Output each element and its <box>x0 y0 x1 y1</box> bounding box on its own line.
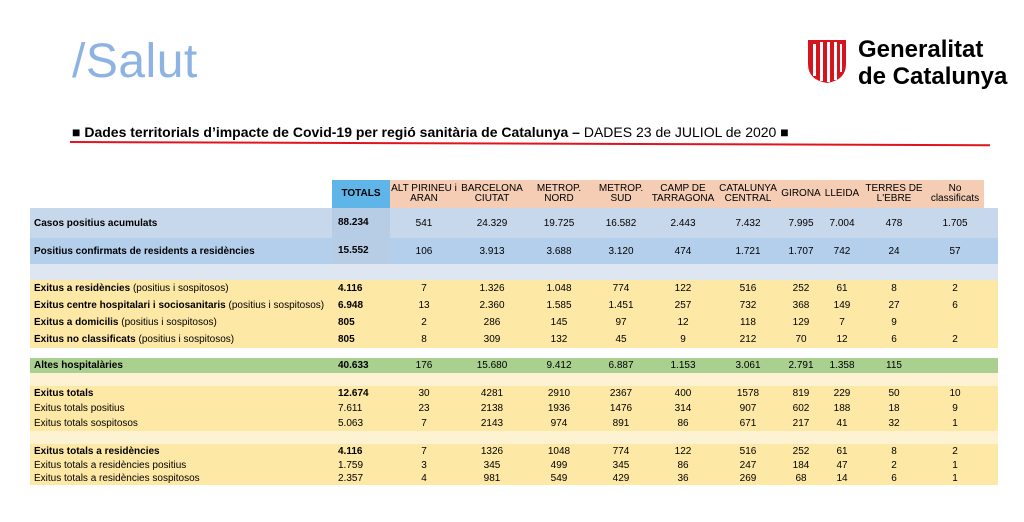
generalitat-name <box>858 36 1007 90</box>
region-value: 2 <box>891 460 897 471</box>
row-label-note: (positius i sospitosos) <box>130 283 229 294</box>
row-label <box>30 460 332 471</box>
region-value: 269 <box>739 473 757 484</box>
region-value: 12 <box>836 334 848 345</box>
row-label <box>30 218 332 229</box>
table-row <box>30 416 998 431</box>
region-value: 981 <box>483 473 501 484</box>
region-value: 145 <box>550 317 568 328</box>
header-total: TOTALS <box>332 180 390 208</box>
region-value: 106 <box>415 245 433 257</box>
region-value: 2138 <box>480 403 504 414</box>
region-value: 8 <box>891 283 897 294</box>
header-region: BARCELONA CIUTAT <box>458 180 526 208</box>
region-value: 1.048 <box>546 283 572 294</box>
region-value: 3.061 <box>735 360 761 371</box>
row-label <box>30 403 332 414</box>
title-text: ■ Dades territorials d’impacte de Covid-19 per regió sanitària de Catalunya – <box>72 124 580 140</box>
region-value: 6 <box>891 334 897 345</box>
region-value: 742 <box>833 245 851 257</box>
header-region: CAMP DE TARRAGONA <box>650 180 716 208</box>
region-value: 176 <box>415 360 433 371</box>
title-end: ■ <box>776 124 789 140</box>
table-body <box>30 208 998 485</box>
region-value: 97 <box>615 317 627 328</box>
region-value: 671 <box>739 418 757 429</box>
region-value: 2 <box>952 334 958 345</box>
region-value: 345 <box>612 460 630 471</box>
region-value: 61 <box>836 446 848 457</box>
page-title <box>72 124 789 140</box>
region-value: 7.995 <box>788 217 814 229</box>
region-value: 24 <box>888 245 900 257</box>
region-value: 61 <box>836 283 848 294</box>
table-row <box>30 459 998 472</box>
region-value: 36 <box>677 473 689 484</box>
region-value: 1.326 <box>479 283 505 294</box>
region-value: 27 <box>888 300 900 311</box>
region-value: 45 <box>615 334 627 345</box>
covid-data-table <box>30 180 998 485</box>
header-region: GIRONA <box>780 180 822 208</box>
row-total: 2.357 <box>338 473 364 484</box>
region-value: 1.705 <box>942 217 968 229</box>
generalitat-logo-icon <box>806 38 848 84</box>
region-value: 474 <box>674 245 692 257</box>
region-value: 2.791 <box>788 360 814 371</box>
region-value: 2367 <box>609 388 633 399</box>
region-value: 132 <box>550 334 568 345</box>
region-value: 368 <box>792 300 810 311</box>
region-value: 188 <box>833 403 851 414</box>
region-value: 23 <box>418 403 430 414</box>
title-date: DADES 23 de JULIOL de 2020 <box>579 124 777 140</box>
region-value: 2910 <box>547 388 571 399</box>
region-value: 149 <box>833 300 851 311</box>
region-value: 499 <box>550 460 568 471</box>
region-value: 2143 <box>480 418 504 429</box>
region-value: 6 <box>891 473 897 484</box>
region-value: 3.688 <box>546 245 572 257</box>
row-label <box>30 360 332 371</box>
region-value: 2.360 <box>479 300 505 311</box>
region-value: 774 <box>612 283 630 294</box>
salut-brand: /Salut <box>72 35 198 88</box>
region-value: 541 <box>415 217 433 229</box>
region-value: 3.913 <box>479 245 505 257</box>
region-value: 57 <box>949 245 961 257</box>
region-value: 30 <box>418 388 430 399</box>
row-label-text: Èxitus a domicilis <box>34 317 119 328</box>
region-value: 8 <box>421 334 427 345</box>
row-label <box>30 473 332 484</box>
table-row <box>30 314 998 331</box>
region-value: 19.725 <box>543 217 575 229</box>
region-value: 184 <box>792 460 810 471</box>
region-value: 1.153 <box>670 360 696 371</box>
region-value: 6.887 <box>608 360 634 371</box>
region-value: 732 <box>739 300 757 311</box>
row-total: 5.063 <box>338 418 364 429</box>
row-label-text: Èxitus totals sospitosos <box>34 418 138 429</box>
region-value: 229 <box>833 388 851 399</box>
row-total: 4.116 <box>338 283 363 294</box>
region-value: 516 <box>739 446 757 457</box>
region-value: 429 <box>612 473 630 484</box>
region-value: 286 <box>483 317 501 328</box>
region-value: 86 <box>677 460 689 471</box>
region-value: 1936 <box>547 403 571 414</box>
row-label-text: Èxitus centre hospitalari i sociosanitaris <box>34 300 226 311</box>
row-total: 1.759 <box>338 460 364 471</box>
region-value: 247 <box>739 460 757 471</box>
region-value: 4281 <box>480 388 504 399</box>
row-spacer <box>30 373 998 386</box>
region-value: 122 <box>674 283 692 294</box>
region-value: 1578 <box>736 388 760 399</box>
region-value: 257 <box>674 300 692 311</box>
row-label-text: Èxitus totals a residències positius <box>34 460 187 471</box>
region-value: 13 <box>418 300 430 311</box>
region-value: 1.358 <box>829 360 855 371</box>
region-value: 129 <box>792 317 810 328</box>
region-value: 2.443 <box>670 217 696 229</box>
row-label-text: Èxitus no classificats <box>34 334 136 345</box>
region-value: 7.004 <box>829 217 855 229</box>
region-value: 7 <box>839 317 845 328</box>
row-label <box>30 317 332 328</box>
row-total: 7.611 <box>338 403 363 414</box>
row-label-note: (positius i sospitosos) <box>135 334 235 345</box>
region-value: 3.120 <box>608 245 634 257</box>
region-value: 478 <box>885 217 903 229</box>
region-value: 345 <box>483 460 501 471</box>
row-total: 12.674 <box>338 388 369 399</box>
region-value: 47 <box>836 460 848 471</box>
row-label-text: Èxitus totals a residències <box>34 446 160 457</box>
region-value: 115 <box>886 360 902 371</box>
region-value: 2 <box>421 317 427 328</box>
table-row <box>30 358 998 373</box>
region-value: 1476 <box>609 403 633 414</box>
region-value: 18 <box>888 403 900 414</box>
row-label <box>30 446 332 457</box>
region-value: 1.721 <box>735 245 761 257</box>
region-value: 891 <box>612 418 630 429</box>
table-row <box>30 297 998 314</box>
region-value: 50 <box>888 388 900 399</box>
row-label-text: Casos positius acumulats <box>34 217 158 229</box>
region-value: 907 <box>739 403 757 414</box>
region-value: 2 <box>952 446 958 457</box>
header-region: LLEIDA <box>822 180 862 208</box>
region-value: 6 <box>952 300 958 311</box>
region-value: 1 <box>952 460 958 471</box>
table-row <box>30 386 998 401</box>
table-row <box>30 280 998 297</box>
region-value: 252 <box>792 283 810 294</box>
region-value: 15.680 <box>476 360 508 371</box>
region-value: 3 <box>421 460 427 471</box>
table-row <box>30 208 998 238</box>
row-label <box>30 418 332 429</box>
region-value: 1.707 <box>788 245 814 257</box>
region-value: 774 <box>612 446 630 457</box>
row-label <box>30 388 332 399</box>
region-value: 2 <box>952 283 958 294</box>
row-total: 15.552 <box>332 238 390 264</box>
region-value: 4 <box>421 473 427 484</box>
header-region: METROP. NORD <box>526 180 592 208</box>
region-value: 68 <box>795 473 807 484</box>
row-total: 6.948 <box>338 300 364 311</box>
row-label-text: Èxitus a residències <box>34 283 131 294</box>
row-spacer <box>30 264 998 280</box>
header-region: METROP. SUD <box>592 180 650 208</box>
org-line-1: Generalitat <box>858 36 984 63</box>
region-value: 400 <box>674 388 692 399</box>
region-value: 7 <box>421 283 427 294</box>
region-value: 14 <box>836 473 848 484</box>
region-value: 1048 <box>547 446 571 457</box>
org-line-2: de Catalunya <box>858 63 1008 90</box>
row-spacer <box>30 348 998 358</box>
row-label <box>30 334 332 345</box>
row-label <box>30 283 332 294</box>
region-value: 1.451 <box>608 300 634 311</box>
region-value: 9 <box>952 403 958 414</box>
region-value: 314 <box>674 403 692 414</box>
title-underline <box>70 141 990 146</box>
region-value: 118 <box>740 317 756 328</box>
header-region: TERRES DE L'EBRE <box>862 180 926 208</box>
row-label-text: Altes hospitalàries <box>34 360 123 371</box>
region-value: 32 <box>888 418 900 429</box>
region-value: 122 <box>674 446 692 457</box>
row-label <box>30 300 332 311</box>
header-region: CATALUNYA CENTRAL <box>716 180 780 208</box>
row-label-text: Èxitus totals positius <box>34 403 125 414</box>
row-total: 40.633 <box>338 360 369 371</box>
region-value: 16.582 <box>605 217 637 229</box>
row-label-text: Positius confirmats de residents a residències <box>34 245 255 257</box>
region-value: 309 <box>483 334 501 345</box>
row-label-text: Èxitus totals <box>34 388 94 399</box>
region-value: 1 <box>952 418 958 429</box>
table-row <box>30 472 998 485</box>
table-row <box>30 238 998 264</box>
region-value: 974 <box>550 418 568 429</box>
table-header-row <box>30 180 998 208</box>
row-total: 805 <box>338 334 355 345</box>
region-value: 212 <box>739 334 757 345</box>
region-value: 252 <box>792 446 810 457</box>
header-region: ALT PIRINEU i ARAN <box>390 180 458 208</box>
row-label-text: Èxitus totals a residències sospitosos <box>34 473 200 484</box>
region-value: 549 <box>550 473 568 484</box>
region-value: 7 <box>421 446 427 457</box>
region-value: 70 <box>795 334 807 345</box>
region-value: 1 <box>952 473 958 484</box>
region-value: 819 <box>792 388 810 399</box>
region-value: 9 <box>680 334 686 345</box>
region-value: 7.432 <box>735 217 761 229</box>
table-row <box>30 331 998 348</box>
table-row <box>30 401 998 416</box>
region-value: 1326 <box>480 446 504 457</box>
row-label-note: (positius i sospitosos) <box>118 317 217 328</box>
region-value: 24.329 <box>476 217 508 229</box>
region-value: 41 <box>836 418 848 429</box>
region-value: 516 <box>739 283 757 294</box>
region-value: 12 <box>677 317 689 328</box>
region-value: 602 <box>792 403 810 414</box>
row-total: 805 <box>338 317 355 328</box>
row-total: 88.234 <box>332 208 390 238</box>
header-blank <box>30 180 332 208</box>
region-value: 1.585 <box>546 300 572 311</box>
region-value: 8 <box>891 446 897 457</box>
header-region: No classificats <box>926 180 984 208</box>
region-value: 217 <box>792 418 810 429</box>
row-label <box>30 246 332 257</box>
row-spacer <box>30 431 998 444</box>
region-value: 10 <box>949 388 961 399</box>
region-value: 9 <box>891 317 897 328</box>
table-row <box>30 444 998 459</box>
row-total: 4.116 <box>338 446 363 457</box>
region-value: 7 <box>421 418 427 429</box>
region-value: 86 <box>677 418 689 429</box>
region-value: 9.412 <box>546 360 572 371</box>
row-label-note: (positius i sospitosos) <box>225 300 325 311</box>
